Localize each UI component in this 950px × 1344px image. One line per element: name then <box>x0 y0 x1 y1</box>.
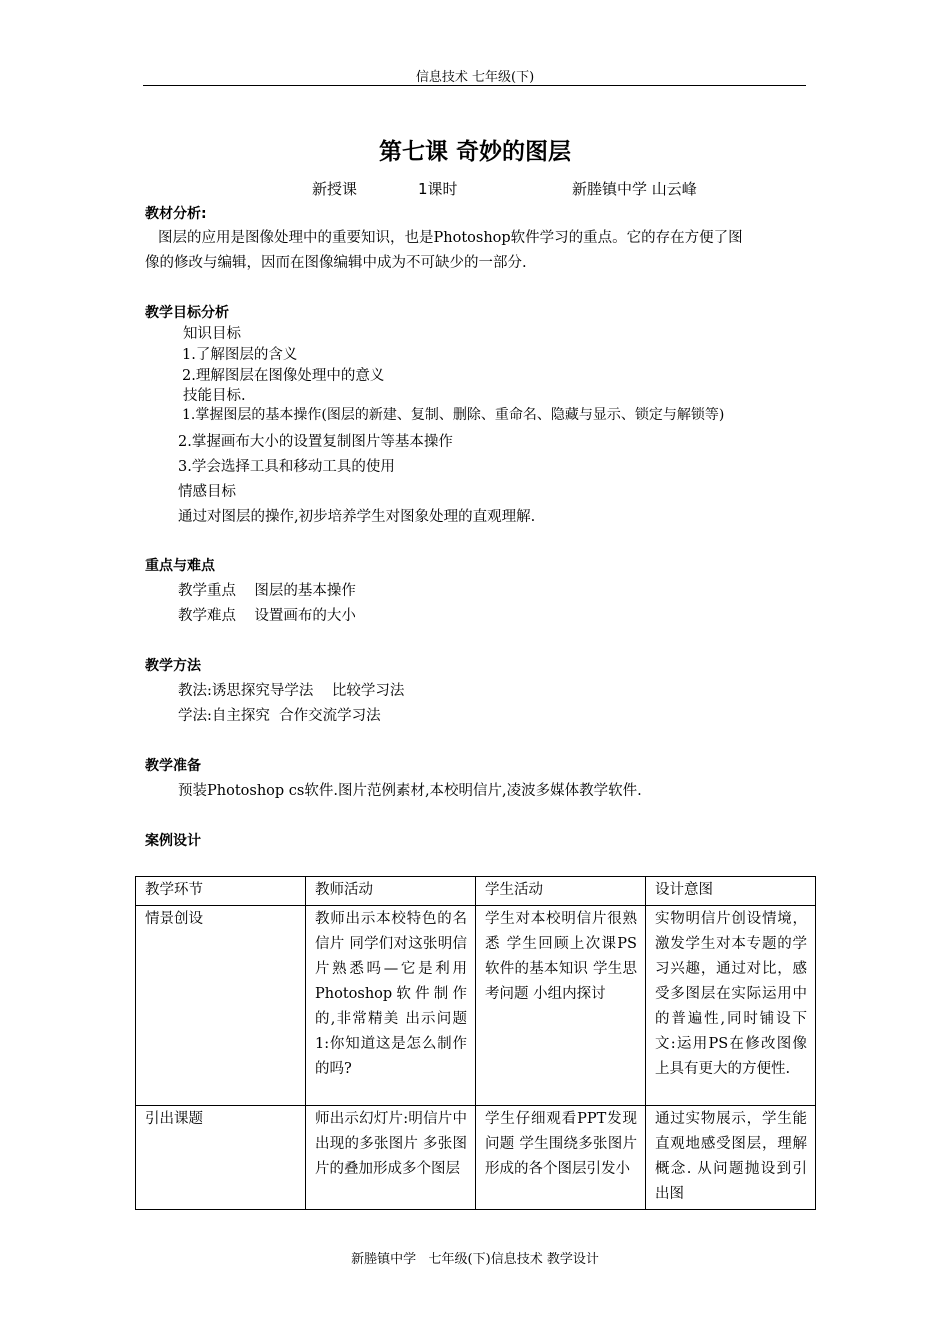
header-rule <box>143 85 806 86</box>
material-heading: 教材分析: <box>145 206 207 222</box>
emotion-item-1: 通过对图层的操作,初步培养学生对图象处理的直观理解. <box>178 509 536 525</box>
skill-item-1: 1.掌握图层的基本操作(图层的新建、复制、删除、重命名、隐藏与显示、锁定与解锁等) <box>182 407 725 423</box>
page-footer: 新塍镇中学 七年级(下)信息技术 教学设计 <box>351 1252 599 1267</box>
teacher-activity-cell: 教师出示本校特色的名信片 同学们对这张明信片熟悉吗—它是利用Photoshop软件制作的,非常精美 出示问题1:你知道这是怎么制作的吗? <box>306 906 476 1106</box>
teaching-focus: 教学重点 图层的基本操作 <box>178 583 356 599</box>
design-intent-cell: 实物明信片创设情境，激发学生对本专题的学习兴趣，通过对比，感受多图层在实际运用中的普遍性,同时铺设下文:运用PS在修改图像上具有更大的方便性. <box>646 906 816 1106</box>
knowledge-title: 知识目标 <box>183 326 241 342</box>
stage-cell: 情景创设 <box>136 906 306 1106</box>
knowledge-item-1: 1.了解图层的含义 <box>182 347 298 363</box>
lesson-title: 第七课 奇妙的图层 <box>378 139 571 165</box>
emotion-title: 情感目标 <box>178 484 236 500</box>
methods-heading: 教学方法 <box>145 658 201 674</box>
page-header: 信息技术 七年级(下) <box>415 70 535 85</box>
table-row <box>136 906 816 1106</box>
table-header-row <box>136 877 816 906</box>
teaching-method: 教法:诱思探究导学法 比较学习法 <box>178 683 405 699</box>
objectives-heading: 教学目标分析 <box>145 305 229 321</box>
school-teacher: 新塍镇中学 山云峰 <box>572 180 697 198</box>
lesson-table <box>135 876 816 1210</box>
table-header-cell: 教师活动 <box>306 877 476 906</box>
knowledge-item-2: 2.理解图层在图像处理中的意义 <box>182 368 385 384</box>
teaching-difficulty: 教学难点 设置画布的大小 <box>178 608 356 624</box>
learning-method: 学法:自主探究 合作交流学习法 <box>178 708 381 724</box>
table-header-cell: 学生活动 <box>476 877 646 906</box>
stage-cell: 引出课题 <box>136 1106 306 1210</box>
table-row <box>136 1106 816 1210</box>
material-line-2: 像的修改与编辑，因而在图像编辑中成为不可缺少的一部分. <box>145 255 527 271</box>
skill-item-3: 3.学会选择工具和移动工具的使用 <box>178 459 395 475</box>
case-design-heading: 案例设计 <box>145 833 201 849</box>
material-line-1: 图层的应用是图像处理中的重要知识，也是Photoshop软件学习的重点。它的存在方便了图 <box>158 230 743 246</box>
student-activity-cell: 学生对本校明信片很熟悉 学生回顾上次课PS软件的基本知识 学生思考问题 小组内探讨 <box>476 906 646 1106</box>
teacher-activity-cell: 师出示幻灯片:明信片中出现的多张图片 多张图片的叠加形成多个图层 <box>306 1106 476 1210</box>
skill-title: 技能目标. <box>183 388 246 404</box>
table-header-cell: 教学环节 <box>136 877 306 906</box>
skill-item-2: 2.掌握画布大小的设置复制图片等基本操作 <box>178 434 453 450</box>
table-header-cell: 设计意图 <box>646 877 816 906</box>
design-intent-cell: 通过实物展示，学生能直观地感受图层，理解概念. 从问题抛设到引出图 <box>646 1106 816 1210</box>
lesson-type: 新授课 <box>312 180 358 198</box>
preparation-text: 预装Photoshop cs软件.图片范例素材,本校明信片,凌波多媒体教学软件. <box>178 783 642 799</box>
keypoints-heading: 重点与难点 <box>145 558 215 574</box>
lesson-hours: 1课时 <box>418 180 458 198</box>
student-activity-cell: 学生仔细观看PPT发现问题 学生围绕多张图片形成的各个图层引发小 <box>476 1106 646 1210</box>
preparation-heading: 教学准备 <box>145 758 201 774</box>
